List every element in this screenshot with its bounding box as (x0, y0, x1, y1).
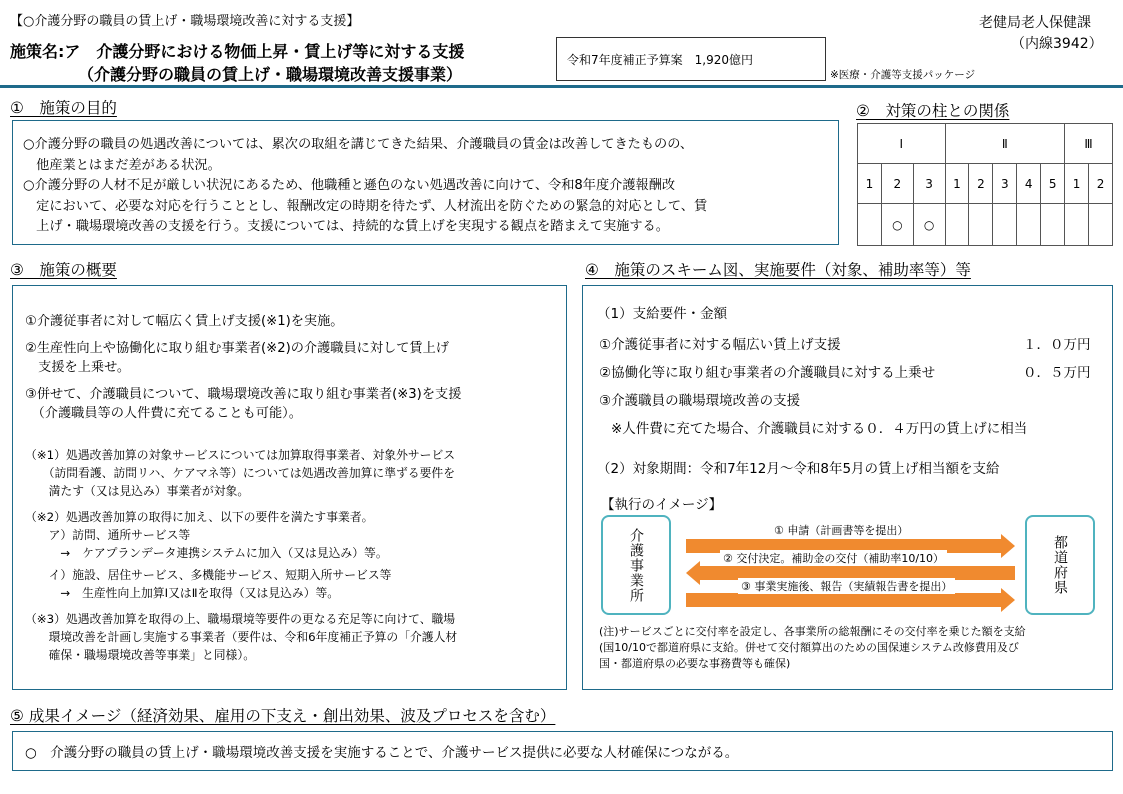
pillar-group: Ⅰ (858, 124, 946, 164)
pillar-group: Ⅱ (945, 124, 1065, 164)
section3-title: ③ 施策の概要 (10, 261, 117, 279)
overview-note: 満たす（又は見込み）事業者が対象。 (25, 484, 250, 498)
image-heading: 【執行のイメージ】 (601, 497, 723, 513)
flow-label-apply: ① 申請（計画書等を提出） (771, 522, 911, 538)
overview-note: （訪問看護、訪問リハ、ケアマネ等）については処遇改善加算に準ずる要件を (25, 466, 455, 480)
pillar-number: 2 (1089, 164, 1113, 204)
prefecture-label: 都道府県 (1052, 535, 1068, 595)
section3-notes (25, 446, 457, 664)
budget-text: 令和7年度補正予算案 1,920億円 (567, 52, 753, 67)
pillar-mark (945, 204, 969, 246)
pillar-number: 1 (858, 164, 882, 204)
package-note: ※医療・介護等支援パッケージ (830, 69, 976, 81)
section1-line: 上げ・職場環境改善の支援を行う。支援については、持続的な賃上げを実現する観点を踏まえて実施する。 (23, 219, 669, 234)
overview-item: ②生産性向上や協働化に取り組む事業者(※2)の介護職員に対して賃上げ (25, 341, 449, 356)
measure-title-line2: （介護分野の職員の賃上げ・職場環境改善支援事業） (78, 65, 463, 84)
requirement-1-label: ①介護従事者に対する幅広い賃上げ支援 (599, 337, 841, 353)
dept-name: 老健局老人保健課 (979, 15, 1091, 31)
requirements-heading: （1）支給要件・金額 (597, 306, 728, 322)
requirement-2-amount: ０．５万円 (1023, 365, 1091, 381)
pillar-mark (1017, 204, 1041, 246)
footnote-line: 国・都道府県の必要な事務費等も確保) (599, 657, 791, 670)
pillar-number: 3 (993, 164, 1017, 204)
pillar-mark (993, 204, 1017, 246)
header-divider (0, 85, 1123, 88)
overview-note: ア）訪問、通所サービス等 (25, 528, 191, 542)
section5-box (12, 731, 1113, 771)
flow-label-report: ③ 事業実施後、報告（実績報告書を提出） (738, 578, 955, 594)
pillar-number: 3 (913, 164, 945, 204)
pillars-table (857, 123, 1113, 246)
pillar-number: 1 (945, 164, 969, 204)
overview-note: → 生産性向上加算Ⅰ又はⅡを取得（又は見込み）等。 (25, 586, 340, 600)
target-period: （2）対象期間：令和7年12月～令和8年5月の賃上げ相当額を支給 (597, 461, 1000, 477)
measure-title-line1: 施策名:ア 介護分野における物価上昇・賃上げ等に対する支援 (10, 42, 465, 61)
pillar-group: Ⅲ (1065, 124, 1113, 164)
section1-box (12, 120, 839, 245)
overview-item: （介護職員等の人件費に充てることも可能）。 (25, 406, 302, 421)
requirement-2-label: ②協働化等に取り組む事業者の介護職員に対する上乗せ (599, 365, 936, 381)
overview-note: 確保・職場環境改善等事業」と同様）。 (25, 648, 256, 662)
overview-item: ①介護従事者に対して幅広く賃上げ支援(※1)を実施。 (25, 314, 344, 329)
overview-note: （※1）処遇改善加算の対象サービスについては加算取得事業者、対象外サービス (25, 448, 456, 462)
pillar-number: 5 (1041, 164, 1065, 204)
requirement-3-label: ③介護職員の職場環境改善の支援 (599, 393, 801, 409)
overview-note: → ケアプランデータ連携システムに加入（又は見込み）等。 (25, 546, 388, 560)
pillar-mark (858, 204, 882, 246)
pillar-mark (969, 204, 993, 246)
pillar-mark (1089, 204, 1113, 246)
overview-note: （※2）処遇改善加算の取得に加え、以下の要件を満たす事業者。 (25, 510, 374, 524)
care-office-label: 介護事業所 (628, 527, 644, 603)
scheme-footnote (599, 624, 1026, 672)
requirement-3-note: ※人件費に充てた場合、介護職員に対する０．４万円の賃上げに相当 (611, 421, 1028, 437)
overview-item: ③併せて、介護職員について、職場環境改善に取り組む事業者(※3)を支援 (25, 387, 462, 402)
section4-title: ④ 施策のスキーム図、実施要件（対象、補助率等）等 (585, 261, 971, 279)
section1-line: ○介護分野の職員の処遇改善については、累次の取組を講じてきた結果、介護職員の賃金は改善してきたものの、 (23, 137, 694, 152)
outcome-text: ○ 介護分野の職員の賃上げ・職場環境改善支援を実施することで、介護サービス提供に必要な人材確保につながる。 (25, 745, 739, 761)
section5-title: ⑤ 成果イメージ（経済効果、雇用の下支え・創出効果、波及プロセスを含む） (10, 707, 556, 725)
pillar-mark (1065, 204, 1089, 246)
section4-box (582, 285, 1113, 690)
bracket-title: 【○介護分野の職員の賃上げ・職場環境改善に対する支援】 (10, 14, 360, 29)
overview-item: 支援を上乗せ。 (25, 360, 131, 375)
pillar-number: 1 (1065, 164, 1089, 204)
section3-items (25, 312, 461, 423)
section1-line: 他産業とはまだ差がある状況。 (23, 157, 221, 173)
care-office-box (601, 515, 671, 615)
overview-note: イ）施設、居住サービス、多機能サービス、短期入所サービス等 (25, 568, 392, 582)
flow-label-grant: ② 交付決定。補助金の交付（補助率10/10） (720, 550, 947, 566)
overview-note: （※3）処遇改善加算を取得の上、職場環境等要件の更なる充足等に向けて、職場 (25, 612, 456, 626)
pillar-number: 4 (1017, 164, 1041, 204)
pillar-mark: ○ (913, 204, 945, 246)
section2-title: ② 対策の柱との関係 (856, 102, 1010, 120)
overview-note: 環境改善を計画し実施する事業者（要件は、令和6年度補正予算の「介護人材 (25, 630, 458, 644)
budget-box (556, 37, 826, 81)
dept-extension: （内線3942） (1011, 36, 1103, 52)
prefecture-box (1025, 515, 1095, 615)
footnote-line: (注)サービスごとに交付率を設定し、各事業所の総報酬にその交付率を乗じた額を支給 (599, 625, 1026, 638)
section3-box (12, 285, 567, 690)
section1-title: ① 施策の目的 (10, 99, 117, 117)
flow-arrow-report (686, 593, 1001, 607)
footnote-line: (国10/10で都道府県に支給。併せて交付額算出のための国保連システム改修費用及び (599, 641, 1019, 654)
pillar-number: 2 (881, 164, 913, 204)
pillar-number: 2 (969, 164, 993, 204)
requirement-1-amount: １．０万円 (1023, 337, 1091, 353)
pillar-mark: ○ (881, 204, 913, 246)
pillar-mark (1041, 204, 1065, 246)
section1-line: 定において、必要な対応を行うこととし、報酬改定の時期を待たず、人材流出を防ぐための緊急的対応として、賃 (23, 198, 708, 214)
section1-line: ○介護分野の人材不足が厳しい状況にあるため、他職種と遜色のない処遇改善に向けて、令和8年度介護報酬改 (23, 178, 676, 193)
